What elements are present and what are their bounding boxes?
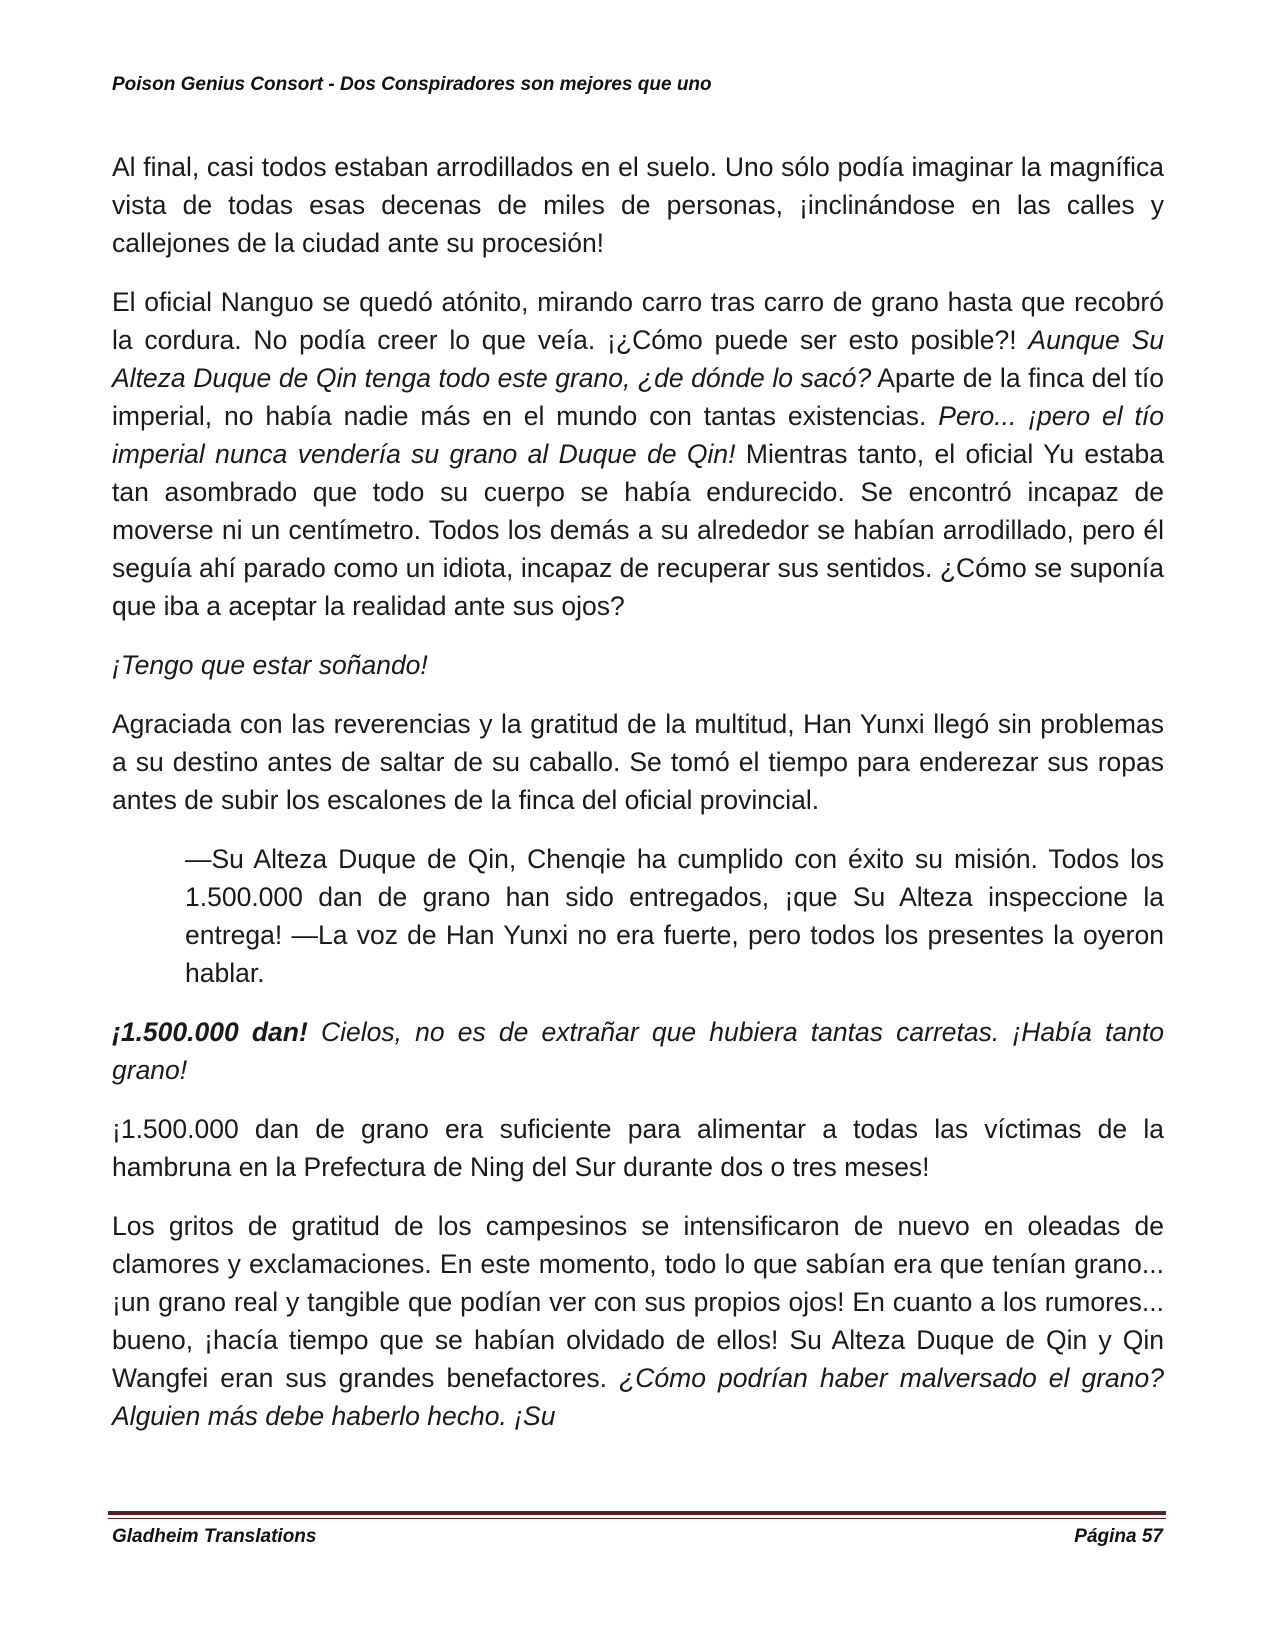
italic-thought: ¡Tengo que estar soñando! [112, 650, 428, 680]
text-run: Aparte de la finca del tío imperial, no había nadie más en el mundo con tantas existencias. [112, 363, 1164, 431]
paragraph: Al final, casi todos estaban arrodillados en el suelo. Uno sólo podía imaginar la magnífica vista de todas esas decenas de miles de personas, ¡inclinándose en las calles y callejones de la ciudad ante su procesión! [112, 152, 1164, 258]
paragraph [112, 1207, 1164, 1435]
italic-thought: Cielos, no es de extrañar que hubiera tantas carretas. ¡Había tanto grano! [112, 1017, 1164, 1085]
text-run: El oficial Nanguo se quedó atónito, mirando carro tras carro de grano hasta que recobró la cordura. No podía creer lo que veía. ¡¿Cómo puede ser esto posible?! [112, 287, 1164, 355]
footer-page-number: Página 57 [1074, 1526, 1163, 1547]
text-run: Mientras tanto, el oficial Yu estaba tan asombrado que todo su cuerpo se había endurecido. Se encontró incapaz de moverse ni un centímetro. Todos los demás a su alrededor se habían arrodillado, pero él seguía ahí parado como un idiota, incapaz de recuperar sus sentidos. ¿Cómo se suponía que iba a aceptar la realidad ante sus ojos? [112, 439, 1165, 621]
running-header: Poison Genius Consort - Dos Conspiradores son mejores que uno [112, 74, 712, 95]
footer-rule-thin [108, 1518, 1166, 1519]
footer-translator: Gladheim Translations [112, 1526, 317, 1547]
paragraph: ¡1.500.000 dan de grano era suficiente para alimentar a todas las víctimas de la hambruna en la Prefectura de Ning del Sur durante dos o tres meses! [112, 1114, 1164, 1182]
paragraph [112, 646, 1164, 684]
paragraph: Agraciada con las reverencias y la gratitud de la multitud, Han Yunxi llegó sin problemas a su destino antes de saltar de su caballo. Se tomó el tiempo para enderezar sus ropas antes de subir los escalones de la finca del oficial provincial. [112, 709, 1164, 815]
dialogue-paragraph: —Su Alteza Duque de Qin, Chenqie ha cumplido con éxito su misión. Todos los 1.500.000 dan de grano han sido entregados, ¡que Su Alteza inspeccione la entrega! —La voz de Han Yunxi no era fuerte, pero todos los presentes la oyeron hablar. [185, 844, 1164, 988]
italic-thought: Pero... ¡pero el tío imperial nunca vendería su grano al Duque de Qin! [112, 401, 1164, 469]
footer-rule-thick [108, 1511, 1166, 1515]
bold-italic-exclamation: ¡1.500.000 dan! [112, 1017, 308, 1047]
page-body [112, 148, 1164, 1456]
paragraph [112, 1013, 1164, 1089]
italic-thought: ¿Cómo podrían haber malversado el grano? Alguien más debe haberlo hecho. ¡Su [112, 1363, 1164, 1431]
text-run: Los gritos de gratitud de los campesinos se intensificaron de nuevo en oleadas de clamores y exclamaciones. En este momento, todo lo que sabían era que tenían grano... ¡un grano real y tangible que podían ver con sus propios ojos! En cuanto a los rumores... bueno, ¡hacía tiempo que se habían olvidado de ellos! Su Alteza Duque de Qin y Qin Wangfei eran sus grandes benefactores. [112, 1211, 1164, 1393]
italic-thought: Aunque Su Alteza Duque de Qin tenga todo este grano, ¿de dónde lo sacó? [112, 325, 1164, 393]
paragraph [112, 283, 1164, 625]
